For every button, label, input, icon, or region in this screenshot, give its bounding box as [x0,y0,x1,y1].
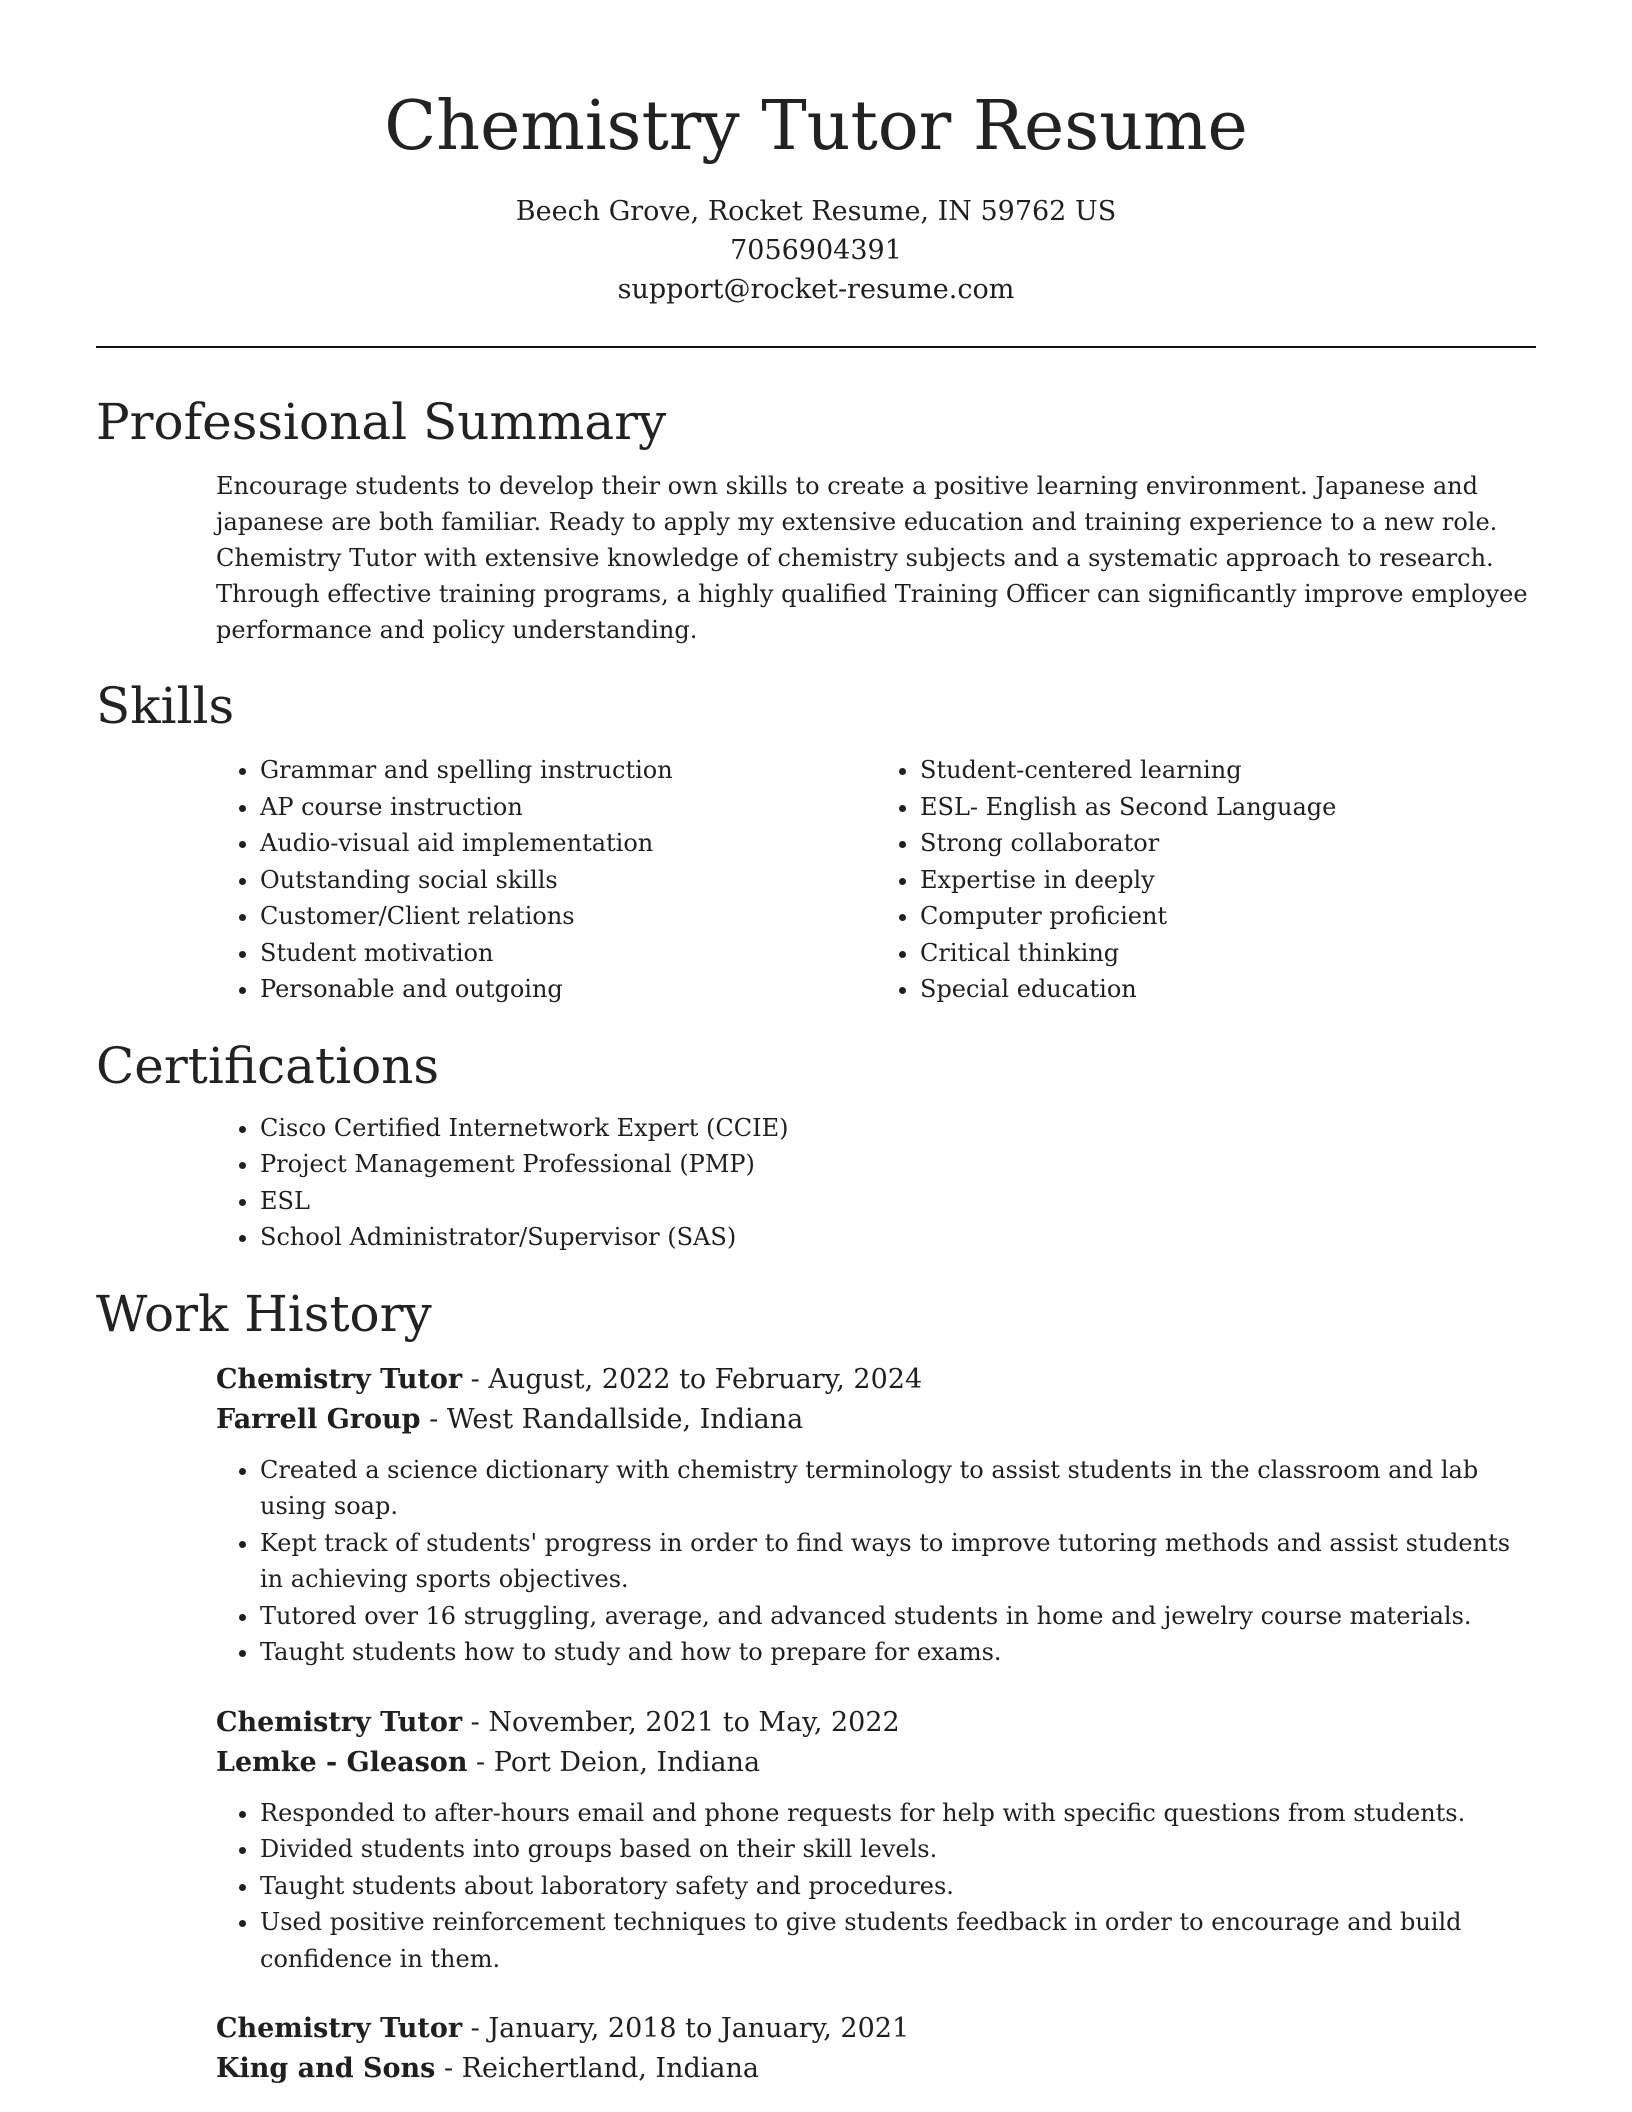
job-entry [216,1703,1536,1978]
job-entry [216,2009,1536,2089]
job-dates: - January, 2018 to January, 2021 [462,2013,910,2044]
skill-item: • Expertise in deeply [920,862,1536,899]
contact-block [0,192,1632,309]
certifications-heading: Certifications [96,1036,440,1095]
job-bullet: • Divided students into groups based on their skill levels. [260,1831,1536,1868]
contact-email: support@rocket-resume.com [617,274,1015,305]
job-bullet: • Tutored over 16 struggling, average, and advanced students in home and jewelry course materials. [260,1598,1536,1635]
job-bullet: • Taught students how to study and how to prepare for exams. [260,1634,1536,1671]
job-company-line [216,2049,1536,2089]
job-bullet: • Created a science dictionary with chemistry terminology to assist students in the classroom and lab using soap. [260,1452,1536,1525]
certification-item: • Cisco Certified Internetwork Expert (CCIE) [260,1110,1536,1147]
job-bullet: • Taught students about laboratory safety and procedures. [260,1868,1536,1905]
summary-text: Encourage students to develop their own skills to create a positive learning environment. Japanese and japanese are both familiar. Ready to apply my extensive education and training experience to a new role. Chemistry Tutor with extensive knowledge of chemistry subjects and a systematic approach to research. Through effective training programs, a highly qualified Training Officer can significantly improve employee performance and policy understanding. [216,472,1528,644]
skill-item: • Student motivation [260,935,876,972]
skill-item: • ESL- English as Second Language [920,789,1536,826]
certification-item: • Project Management Professional (PMP) [260,1146,1536,1183]
job-bullets [216,1795,1536,1978]
skills-section [96,674,1536,1008]
job-bullets [216,1452,1536,1671]
summary-section [96,390,1536,648]
job-bullet: • Responded to after-hours email and phone requests for help with specific questions from students. [260,1795,1536,1832]
job-dates: - November, 2021 to May, 2022 [462,1706,900,1738]
job-location: - West Randallside, Indiana [420,1403,804,1435]
skills-columns [216,752,1536,1008]
skill-item: • Student-centered learning [920,752,1536,789]
skills-heading: Skills [96,677,235,735]
job-title-line [216,2009,1536,2049]
job-title: Chemistry Tutor [216,2013,463,2044]
job-bullet: • Kept track of students' progress in order to find ways to improve tutoring methods and assist students in achieving sports objectives. [260,1525,1536,1598]
skill-item: • Strong collaborator [920,825,1536,862]
summary-heading: Professional Summary [96,393,667,451]
job-bullet: • Used positive reinforcement techniques to give students feedback in order to encourage and build confidence in them. [260,1904,1536,1977]
skill-item: • Personable and outgoing [260,971,876,1008]
work-history-heading: Work History [96,1284,432,1343]
skill-item: • AP course instruction [260,789,876,826]
job-entry [216,1360,1536,1671]
skills-list-left [216,752,876,1008]
resume-title: Chemistry Tutor Resume [384,87,1248,166]
skill-item: • Audio-visual aid implementation [260,825,876,862]
job-title-line [216,1703,1536,1743]
skill-item: • Computer proficient [920,898,1536,935]
resume-header [0,0,1632,309]
contact-address: Beech Grove, Rocket Resume, IN 59762 US [515,196,1117,227]
header-divider [96,346,1536,348]
job-company: Lemke - Gleason [216,1746,468,1778]
job-company: Farrell Group [216,1403,421,1435]
job-title: Chemistry Tutor [216,1363,463,1395]
contact-phone: 7056904391 [730,235,902,266]
skill-item: • Customer/Client relations [260,898,876,935]
job-company-line [216,1743,1536,1783]
job-company: King and Sons [216,2053,436,2084]
job-location: - Port Deion, Indiana [467,1746,761,1778]
certifications-section [96,1034,1536,1256]
job-title: Chemistry Tutor [216,1706,463,1738]
certification-item: • ESL [260,1183,1536,1220]
certifications-list [216,1110,1536,1256]
skill-item: • Special education [920,971,1536,1008]
job-dates: - August, 2022 to February, 2024 [462,1363,923,1395]
job-company-line [216,1400,1536,1440]
work-history-section [96,1282,1536,2090]
job-location: - Reichertland, Indiana [435,2053,759,2084]
job-title-line [216,1360,1536,1400]
skill-item: • Critical thinking [920,935,1536,972]
skill-item: • Grammar and spelling instruction [260,752,876,789]
certification-item: • School Administrator/Supervisor (SAS) [260,1219,1536,1256]
skills-list-right [876,752,1536,1008]
skill-item: • Outstanding social skills [260,862,876,899]
